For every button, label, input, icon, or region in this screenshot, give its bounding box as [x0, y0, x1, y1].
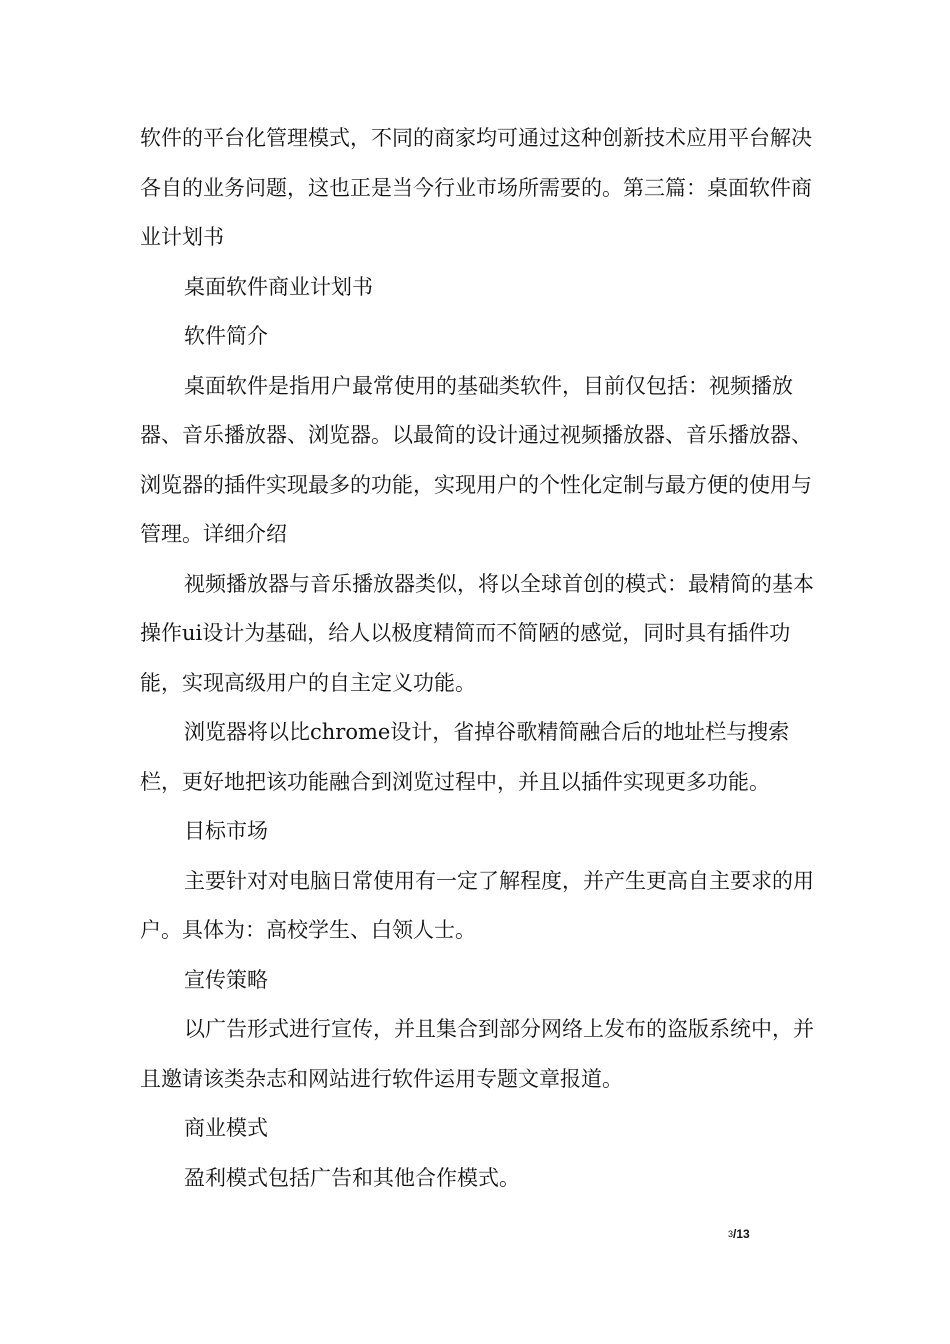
document-body: [140, 114, 830, 1203]
page-number: [728, 1226, 750, 1242]
heading-business-model: 商业模式: [184, 1116, 268, 1140]
paragraph-target-market: 主要针对对电脑日常使用有一定了解程度，并产生更高自主要求的用户。具体为：高校学生、白领人士。: [140, 868, 814, 942]
page-number-separator: /: [733, 1227, 737, 1241]
paragraph-software-intro: 桌面软件是指用户最常使用的基础类软件，目前仅包括：视频播放器、音乐播放器、浏览器。以最简的设计通过视频播放器、音乐播放器、浏览器的插件实现最多的功能，实现用户的个性化定制与最方便的使用与管理。详细介绍: [140, 373, 812, 546]
paragraph-player: 视频播放器与音乐播放器类似，将以全球首创的模式：最精简的基本操作ui设计为基础，给人以极度精简而不简陋的感觉，同时具有插件功能，实现高级用户的自主定义功能。: [140, 571, 814, 695]
paragraph-1: 软件的平台化管理模式，不同的商家均可通过这种创新技术应用平台解决各自的业务问题，这也正是当今行业市场所需要的。第三篇：桌面软件商业计划书: [140, 126, 812, 249]
paragraph-browser: 浏览器将以比chrome设计，省掉谷歌精简融合后的地址栏与搜索栏，更好地把该功能融合到浏览过程中，并且以插件实现更多功能。: [140, 720, 790, 794]
paragraph-business-model: 盈利模式包括广告和其他合作模式。: [184, 1165, 520, 1190]
page-number-total: 13: [736, 1227, 750, 1241]
page-number-current: 3: [728, 1229, 734, 1239]
heading-promotion-strategy: 宣传策略: [184, 967, 268, 992]
heading-software-intro: 软件简介: [184, 324, 268, 348]
heading-desktop-software-business-plan: 桌面软件商业计划书: [184, 274, 373, 299]
paragraph-promotion-strategy: 以广告形式进行宣传，并且集合到部分网络上发布的盗版系统中，并且邀请该类杂志和网站进行软件运用专题文章报道。: [140, 1017, 814, 1091]
heading-target-market: 目标市场: [184, 819, 268, 843]
